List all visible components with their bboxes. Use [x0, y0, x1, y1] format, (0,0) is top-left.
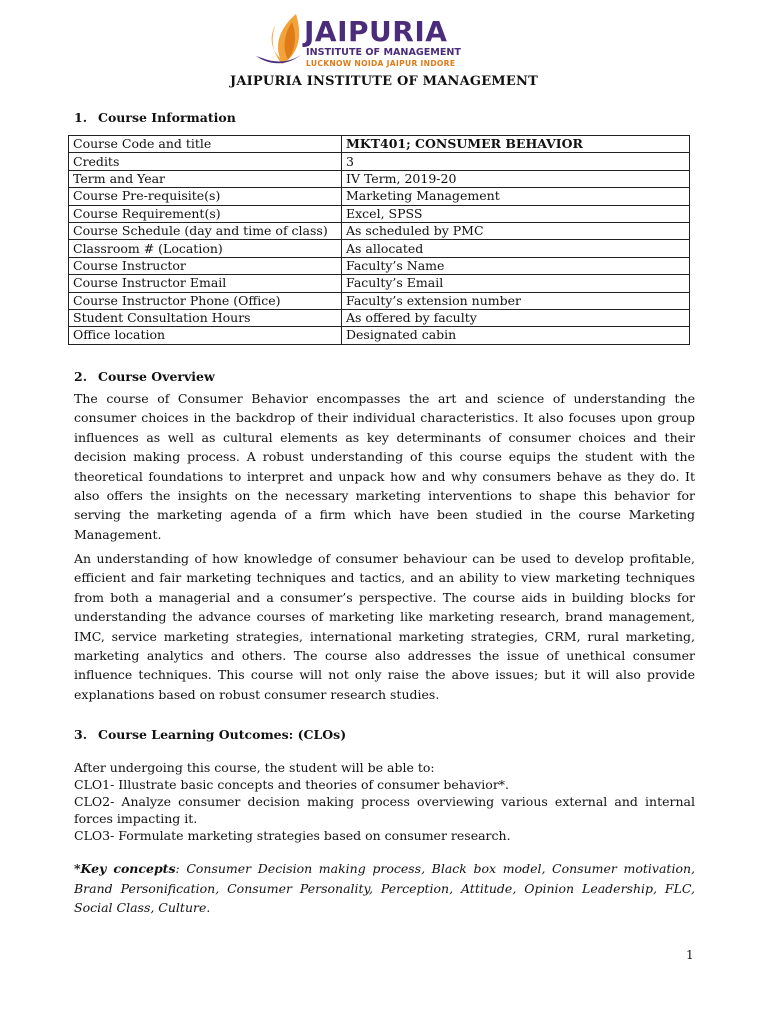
section-number: 1. [74, 110, 88, 125]
clo-item: CLO1- Illustrate basic concepts and theories of consumer behavior*. [74, 777, 510, 792]
table-cell-value: 3 [342, 153, 690, 170]
clo-intro: After undergoing this course, the student will be able to: [74, 760, 435, 775]
table-cell-label: Credits [69, 153, 342, 170]
logo-locations: LUCKNOW NOIDA JAIPUR INDORE [306, 59, 456, 68]
table-cell-value: Excel, SPSS [342, 205, 690, 222]
section-heading-course-overview [74, 369, 215, 384]
table-cell-label: Course Pre-requisite(s) [69, 188, 342, 205]
section-heading-learning-outcomes [74, 727, 346, 742]
table-row [69, 188, 690, 205]
table-cell-label: Course Schedule (day and time of class) [69, 222, 342, 239]
table-cell-value: Marketing Management [342, 188, 690, 205]
table-cell-label: Course Requirement(s) [69, 205, 342, 222]
table-row [69, 222, 690, 239]
section-number: 3. [74, 727, 88, 742]
table-cell-value: IV Term, 2019-20 [342, 170, 690, 187]
section-title: Course Information [98, 110, 236, 125]
table-cell-label: Course Instructor Phone (Office) [69, 292, 342, 309]
table-cell-value: Designated cabin [342, 327, 690, 344]
table-row [69, 136, 690, 153]
clo-list [74, 759, 695, 844]
overview-paragraph-2: An understanding of how knowledge of consumer behaviour can be used to develop profitable, efficient and fair marketing techniques and tactics, and an ability to view marketing techniques from both a managerial and a consumer’s perspective. The course aids in building blocks for understanding the advance courses of marketing like marketing research, brand management, IMC, service marketing strategies, international marketing strategies, CRM, rural marketing, marketing analytics and others. The course also addresses the issue of unethical consumer influence techniques. This course will not only raise the above issues; but it will also provide explanations based on robust consumer research studies. [74, 551, 695, 702]
table-cell-value: Faculty’s Email [342, 275, 690, 292]
table-cell-label: Course Code and title [69, 136, 342, 153]
table-cell-value: MKT401; CONSUMER BEHAVIOR [342, 136, 690, 153]
clo-item: CLO3- Formulate marketing strategies based on consumer research. [74, 828, 511, 843]
overview-paragraph-1: The course of Consumer Behavior encompasses the art and science of understanding the consumer choices in the backdrop of their individual characteristics. It also focuses upon group influences as well as cultural elements as key determinants of consumer choices and their decision making process. A robust understanding of this course equips the student with the theoretical foundations to interpret and unpack how and why consumers behave as they do. It also offers the insights on the necessary marketing interventions to shape this behavior for serving the marketing agenda of a firm which have been studied in the course Marketing Management. [74, 391, 695, 542]
clo-item: CLO2- Analyze consumer decision making process overviewing various external and internal forces impacting it. [74, 794, 695, 826]
table-cell-label: Course Instructor Email [69, 275, 342, 292]
table-row [69, 327, 690, 344]
table-cell-label: Office location [69, 327, 342, 344]
table-row [69, 170, 690, 187]
table-cell-value: As offered by faculty [342, 309, 690, 326]
table-cell-label: Course Instructor [69, 257, 342, 274]
table-cell-label: Classroom # (Location) [69, 240, 342, 257]
table-row [69, 205, 690, 222]
table-cell-label: Student Consultation Hours [69, 309, 342, 326]
section-number: 2. [74, 369, 88, 384]
section-title: Course Overview [98, 369, 215, 384]
key-concepts-label: *Key concepts [74, 861, 176, 876]
page-number: 1 [686, 948, 694, 962]
table-row [69, 153, 690, 170]
table-row [69, 240, 690, 257]
section-heading-course-information [74, 110, 236, 125]
table-cell-value: As scheduled by PMC [342, 222, 690, 239]
table-cell-value: As allocated [342, 240, 690, 257]
table-cell-value: Faculty’s Name [342, 257, 690, 274]
logo-subtitle: INSTITUTE OF MANAGEMENT [306, 47, 461, 58]
section-title: Course Learning Outcomes: (CLOs) [98, 727, 347, 742]
key-concepts-text: : Consumer Decision making process, Black box model, Consumer motivation, Brand Personification, Consumer Personality, Perception, Attitude, Opinion Leadership, FLC, Social Class, Culture. [74, 861, 695, 915]
table-row [69, 309, 690, 326]
logo-wordmark: JAIPURIA [304, 15, 448, 48]
flame-logo-icon [252, 12, 312, 70]
table-row [69, 275, 690, 292]
key-concepts [74, 859, 695, 918]
jaipuria-logo [252, 12, 461, 70]
table-cell-value: Faculty’s extension number [342, 292, 690, 309]
table-row [69, 292, 690, 309]
course-information-table [68, 135, 690, 345]
table-cell-label: Term and Year [69, 170, 342, 187]
table-row [69, 257, 690, 274]
document-title: JAIPURIA INSTITUTE OF MANAGEMENT [230, 74, 538, 89]
